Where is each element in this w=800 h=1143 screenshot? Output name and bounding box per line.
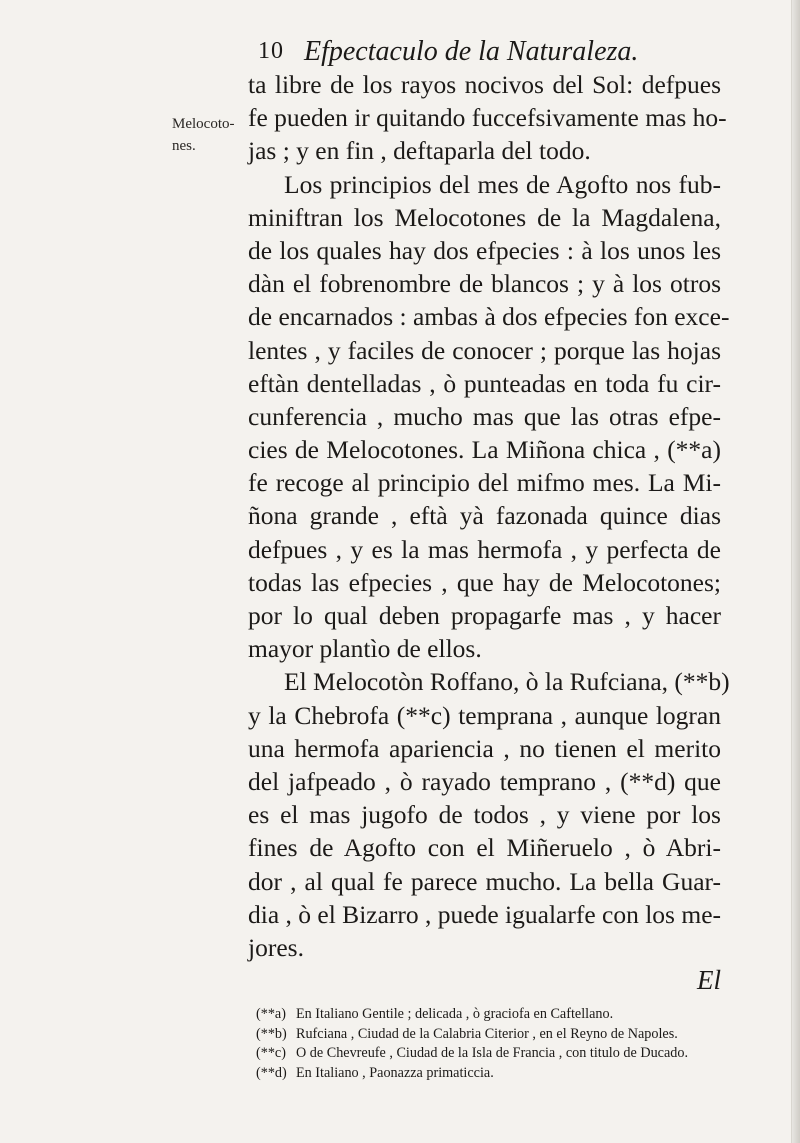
catchword: El: [697, 965, 721, 996]
footnote-text: Rufciana , Ciudad de la Calabria Citerior , en el Reyno de Napoles.: [296, 1025, 678, 1042]
footnote-mark: (**b): [256, 1025, 287, 1042]
page-edge: [791, 0, 800, 1143]
text-line: fines de Agofto con el Miñeruelo , ò Abri-: [248, 833, 721, 863]
marginal-note-line: Melocoto-: [172, 116, 235, 132]
text-line: y la Chebrofa (**c) temprana , aunque logran: [248, 700, 721, 730]
text-line: de encarnados : ambas à dos efpecies fon exce-: [248, 302, 730, 332]
running-title: Efpectaculo de la Naturaleza.: [304, 36, 639, 67]
text-line: de los quales hay dos efpecies : à los unos les: [248, 235, 721, 265]
text-line: lentes , y faciles de conocer ; porque las hojas: [248, 335, 721, 365]
text-line: por lo qual deben propagarfe mas , y hacer: [248, 601, 721, 630]
text-line: dor , al qual fe parece mucho. La bella Guar-: [248, 866, 721, 896]
footnote: [256, 1005, 726, 1025]
text-line: defpues , y es la mas hermofa , y perfecta de: [248, 534, 721, 564]
body-text: [248, 68, 730, 997]
footnote-text: En Italiano Gentile ; delicada , ò graciofa en Caftellano.: [296, 1006, 614, 1022]
text-line: cies de Melocotones. La Miñona chica , (**a): [248, 435, 721, 465]
footnote-mark: (**d): [256, 1064, 287, 1081]
text-line: cunferencia , mucho mas que las otras efpe-: [248, 401, 721, 431]
footnote: [256, 1044, 726, 1064]
text-line: todas las efpecies , que hay de Melocotones;: [248, 567, 721, 597]
footnote-mark: (**c): [256, 1045, 286, 1062]
text-line: mayor plantìo de ellos.: [248, 634, 482, 664]
text-line: dia , ò el Bizarro , puede igualarfe con los me-: [248, 899, 721, 929]
footnotes: [256, 1005, 726, 1083]
footnote-text: O de Chevreufe , Ciudad de la Isla de Francia , con titulo de Ducado.: [296, 1045, 688, 1062]
text-line: eftàn dentelladas , ò punteadas en toda fu cir-: [248, 368, 721, 398]
marginal-note: [172, 113, 234, 157]
text-line: ta libre de los rayos nocivos del Sol: defpues: [248, 70, 721, 99]
text-line: del jafpeado , ò rayado temprano , (**d) que: [248, 766, 721, 796]
footnote: [256, 1025, 726, 1045]
text-line: dàn el fobrenombre de blancos ; y à los otros: [248, 269, 721, 299]
footnote-mark: (**a): [256, 1006, 286, 1022]
page-number: 10: [258, 38, 284, 64]
footnote-text: En Italiano , Paonazza primaticcia.: [296, 1064, 494, 1081]
marginal-note-line: nes.: [172, 138, 196, 154]
text-line: fe pueden ir quitando fuccefsivamente mas ho-: [248, 103, 727, 133]
page-header: [258, 38, 678, 72]
text-line: una hermofa apariencia , no tienen el merito: [248, 733, 721, 763]
text-line: Los principios del mes de Agofto nos fub-: [284, 169, 721, 199]
text-line: jores.: [248, 932, 304, 962]
text-line: El Melocotòn Roffano, ò la Rufciana, (**b): [284, 667, 730, 697]
text-line: jas ; y en fin , deftaparla del todo.: [248, 136, 591, 166]
text-line: fe recoge al principio del mifmo mes. La Mi-: [248, 468, 721, 498]
text-line: es el mas jugofo de todos , y viene por los: [248, 800, 721, 830]
text-line: miniftran los Melocotones de la Magdalena,: [248, 202, 721, 232]
footnote: [256, 1064, 726, 1084]
text-line: ñona grande , eftà yà fazonada quince dias: [248, 501, 721, 531]
